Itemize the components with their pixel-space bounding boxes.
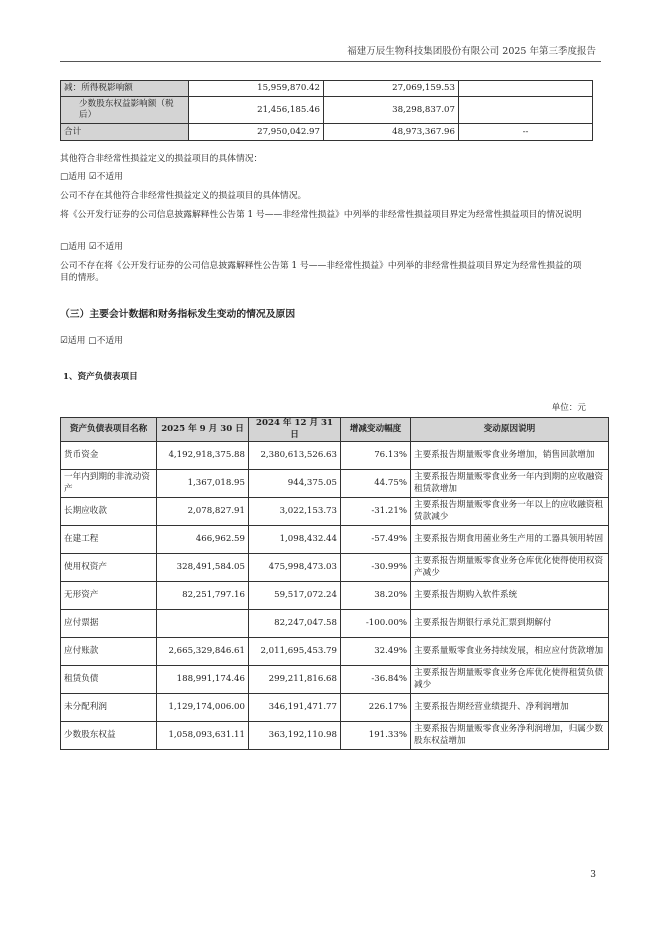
table-row [61, 554, 609, 582]
reason-cell: 主要系报告期量贩零食业务一年以上的应收融资租赁款减少 [411, 498, 609, 526]
item-name-cell: 长期应收款 [61, 498, 157, 526]
item-name-cell: 少数股东权益 [61, 722, 157, 750]
table-row [61, 470, 609, 498]
row-label: 少数股东权益影响额（税后） [61, 97, 189, 124]
table-row [61, 722, 609, 750]
table-row [61, 81, 593, 97]
reason-cell: 主要系报告期量贩零食业务增加，销售回款增加 [411, 442, 609, 470]
change-rate-cell: 226.17% [341, 694, 411, 722]
change-rate-cell: 44.75% [341, 470, 411, 498]
reason-cell: 主要系量贩零食业务持续发展，相应应付货款增加 [411, 638, 609, 666]
value-2024-cell: 2,380,613,526.63 [249, 442, 341, 470]
change-rate-cell: 191.33% [341, 722, 411, 750]
table-row [61, 694, 609, 722]
non-recurring-summary-table [60, 80, 593, 141]
change-rate-cell: 32.49% [341, 638, 411, 666]
value-2024-cell: 475,998,473.03 [249, 554, 341, 582]
reason-cell: 主要系报告期购入软件系统 [411, 582, 609, 610]
value-2025-cell: 328,491,584.05 [157, 554, 249, 582]
column-header: 增减变动幅度 [341, 418, 411, 442]
value-2025-cell [157, 610, 249, 638]
table-header-row [61, 418, 609, 442]
table-row [61, 610, 609, 638]
item-name-cell: 货币资金 [61, 442, 157, 470]
column-header: 2025 年 9 月 30 日 [157, 418, 249, 442]
other-items-title: 其他符合非经常性损益定义的损益项目的具体情况： [60, 154, 263, 164]
value-2025-cell: 82,251,797.16 [157, 582, 249, 610]
item-name-cell: 未分配利润 [61, 694, 157, 722]
reason-cell: 主要系报告期量贩零食业务仓库优化使得使用权资产减少 [411, 554, 609, 582]
applicability-check: □适用 ☑不适用 [60, 172, 123, 182]
value-2025-cell: 1,367,018.95 [157, 470, 249, 498]
page-number: 3 [590, 870, 596, 880]
table-row [61, 526, 609, 554]
reason-cell: 主要系报告期银行承兑汇票到期解付 [411, 610, 609, 638]
reason-cell: 主要系报告期食用菌业务生产用的工器具领用转固 [411, 526, 609, 554]
item-name-cell: 应付账款 [61, 638, 157, 666]
value-2024-cell: 944,375.05 [249, 470, 341, 498]
item-name-cell: 使用权资产 [61, 554, 157, 582]
reason-cell: 主要系报告期量贩零食业务净利润增加，归属少数股东权益增加 [411, 722, 609, 750]
value-2025-cell: 466,962.59 [157, 526, 249, 554]
reason-cell: 主要系报告期经营业绩提升、净利润增加 [411, 694, 609, 722]
value-2025-cell: 4,192,918,375.88 [157, 442, 249, 470]
note-cell [459, 97, 593, 124]
value-2025-cell: 2,078,827.91 [157, 498, 249, 526]
value-2024-cell: 346,191,471.77 [249, 694, 341, 722]
value-cell: 27,069,159.53 [324, 81, 459, 97]
item-name-cell: 应付票据 [61, 610, 157, 638]
value-2025-cell: 2,665,329,846.61 [157, 638, 249, 666]
column-header: 资产负债表项目名称 [61, 418, 157, 442]
item-name-cell: 租赁负债 [61, 666, 157, 694]
value-2024-cell: 363,192,110.98 [249, 722, 341, 750]
applicability-check: □适用 ☑不适用 [60, 242, 123, 252]
value-2024-cell: 59,517,072.24 [249, 582, 341, 610]
value-cell: 27,950,042.97 [189, 124, 324, 141]
section-heading: （三）主要会计数据和财务指标发生变动的情况及原因 [60, 309, 296, 320]
value-cell: 48,973,367.96 [324, 124, 459, 141]
value-2024-cell: 299,211,816.68 [249, 666, 341, 694]
column-header: 变动原因说明 [411, 418, 609, 442]
value-2024-cell: 2,011,695,453.79 [249, 638, 341, 666]
value-2025-cell: 1,129,174,006.00 [157, 694, 249, 722]
item-name-cell: 一年内到期的非流动资产 [61, 470, 157, 498]
value-cell: 21,456,185.46 [189, 97, 324, 124]
reclass-text: 公司不存在将《公开发行证券的公司信息披露解释性公告第 1 号——非经常性损益》中列举的非经常性损益项目界定为经常性损益的项目的情形。 [60, 261, 582, 283]
note-cell [459, 81, 593, 97]
change-rate-cell: 76.13% [341, 442, 411, 470]
reason-cell: 主要系报告期量贩零食业务一年内到期的应收融资租赁款增加 [411, 470, 609, 498]
change-rate-cell: -30.99% [341, 554, 411, 582]
item-name-cell: 在建工程 [61, 526, 157, 554]
table-row [61, 442, 609, 470]
value-2024-cell: 3,022,153.73 [249, 498, 341, 526]
value-2025-cell: 1,058,093,631.11 [157, 722, 249, 750]
reclass-title: 将《公开发行证券的公司信息披露解释性公告第 1 号——非经常性损益》中列举的非经常性损益项目界定为经常性损益项目的情况说明 [60, 210, 582, 220]
applicability-check: ☑适用 □不适用 [60, 336, 123, 346]
value-2025-cell: 188,991,174.46 [157, 666, 249, 694]
note-cell: -- [459, 124, 593, 141]
column-header: 2024 年 12 月 31 日 [249, 418, 341, 442]
page-header: 福建万辰生物科技集团股份有限公司 2025 年第三季度报告 [347, 46, 596, 57]
change-rate-cell: -36.84% [341, 666, 411, 694]
value-cell: 15,959,870.42 [189, 81, 324, 97]
other-items-text: 公司不存在其他符合非经常性损益定义的损益项目的具体情况。 [60, 191, 307, 201]
row-label: 减：所得税影响额 [61, 81, 189, 97]
value-cell: 38,298,837.07 [324, 97, 459, 124]
change-rate-cell: -57.49% [341, 526, 411, 554]
table-row [61, 638, 609, 666]
value-2024-cell: 82,247,047.58 [249, 610, 341, 638]
change-rate-cell: -31.21% [341, 498, 411, 526]
item-name-cell: 无形资产 [61, 582, 157, 610]
table-row [61, 582, 609, 610]
table-row [61, 97, 593, 124]
change-rate-cell: 38.20% [341, 582, 411, 610]
table-row [61, 124, 593, 141]
unit-label: 单位：元 [551, 403, 586, 413]
table-row [61, 666, 609, 694]
balance-sheet-changes-table [60, 417, 609, 750]
row-label: 合计 [61, 124, 189, 141]
table-row [61, 498, 609, 526]
subsection-heading: 1、资产负债表项目 [63, 372, 138, 382]
reason-cell: 主要系报告期量贩零食业务仓库优化使得租赁负债减少 [411, 666, 609, 694]
change-rate-cell: -100.00% [341, 610, 411, 638]
header-divider [60, 61, 601, 62]
value-2024-cell: 1,098,432.44 [249, 526, 341, 554]
